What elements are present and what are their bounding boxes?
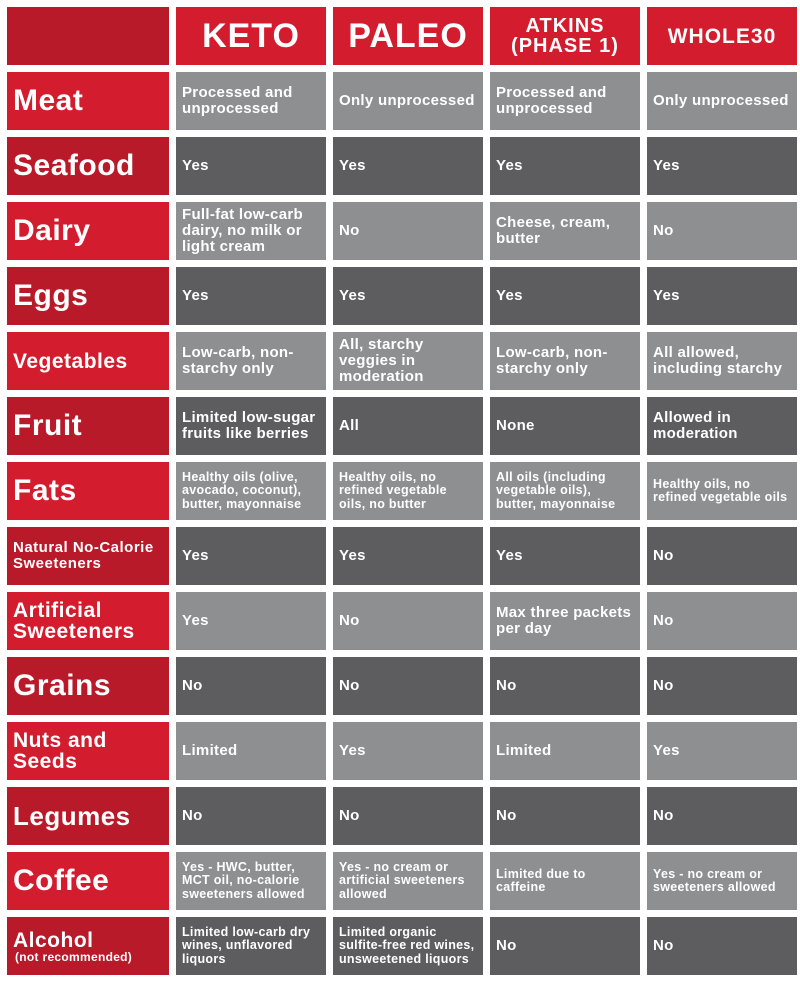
row-header-sublabel: (not recommended) xyxy=(15,949,133,964)
cell-atkins: No xyxy=(490,657,640,715)
cell-keto: Healthy oils (olive, avocado, coconut), butter, mayonnaise xyxy=(176,462,326,520)
cell-whole30: No xyxy=(647,917,797,975)
cell-paleo: No xyxy=(333,592,483,650)
cell-keto: No xyxy=(176,657,326,715)
cell-keto: Processed and unprocessed xyxy=(176,72,326,130)
row-header-dairy: Dairy xyxy=(7,202,169,260)
cell-paleo: No xyxy=(333,202,483,260)
column-header-atkins-line1: ATKINS xyxy=(525,15,605,37)
row-header-natural-no-calorie-sweeteners: Natural No-Calorie Sweeteners xyxy=(7,527,169,585)
cell-keto: Limited low-carb dry wines, unflavored liquors xyxy=(176,917,326,975)
row-header-seafood: Seafood xyxy=(7,137,169,195)
cell-whole30: Only unprocessed xyxy=(647,72,797,130)
cell-whole30: No xyxy=(647,202,797,260)
cell-keto: Yes xyxy=(176,592,326,650)
cell-keto: Yes xyxy=(176,137,326,195)
row-header-label: Alcohol xyxy=(13,928,94,952)
cell-atkins: Yes xyxy=(490,137,640,195)
cell-paleo: All, starchy veggies in moderation xyxy=(333,332,483,390)
cell-paleo: Yes - no cream or artificial sweeteners allowed xyxy=(333,852,483,910)
cell-atkins: Yes xyxy=(490,267,640,325)
cell-keto: Limited xyxy=(176,722,326,780)
cell-atkins: Processed and unprocessed xyxy=(490,72,640,130)
cell-whole30: Yes xyxy=(647,722,797,780)
column-header-paleo: PALEO xyxy=(333,7,483,65)
cell-atkins: Low-carb, non-starchy only xyxy=(490,332,640,390)
cell-whole30: No xyxy=(647,527,797,585)
cell-whole30: Healthy oils, no refined vegetable oils xyxy=(647,462,797,520)
cell-atkins: Max three packets per day xyxy=(490,592,640,650)
cell-keto: Low-carb, non-starchy only xyxy=(176,332,326,390)
column-header-atkins-line2: (PHASE 1) xyxy=(511,35,619,57)
row-header-vegetables: Vegetables xyxy=(7,332,169,390)
column-header-whole30: WHOLE30 xyxy=(647,7,797,65)
cell-atkins: Limited xyxy=(490,722,640,780)
cell-paleo: Yes xyxy=(333,527,483,585)
cell-paleo: No xyxy=(333,787,483,845)
cell-paleo: Yes xyxy=(333,267,483,325)
cell-whole30: Allowed in moderation xyxy=(647,397,797,455)
row-header-meat: Meat xyxy=(7,72,169,130)
cell-whole30: No xyxy=(647,657,797,715)
cell-paleo: Only unprocessed xyxy=(333,72,483,130)
cell-keto: Limited low-sugar fruits like berries xyxy=(176,397,326,455)
row-header-nuts-and-seeds: Nuts and Seeds xyxy=(7,722,169,780)
cell-keto: Full-fat low-carb dairy, no milk or light cream xyxy=(176,202,326,260)
cell-keto: Yes xyxy=(176,527,326,585)
cell-keto: Yes - HWC, butter, MCT oil, no-calorie sweeteners allowed xyxy=(176,852,326,910)
cell-atkins: Yes xyxy=(490,527,640,585)
cell-atkins: None xyxy=(490,397,640,455)
cell-atkins: No xyxy=(490,917,640,975)
cell-atkins: No xyxy=(490,787,640,845)
cell-whole30: Yes xyxy=(647,267,797,325)
cell-atkins: Limited due to caffeine xyxy=(490,852,640,910)
row-header-artificial-sweeteners: Artificial Sweeteners xyxy=(7,592,169,650)
cell-whole30: Yes xyxy=(647,137,797,195)
row-header-legumes: Legumes xyxy=(7,787,169,845)
cell-keto: No xyxy=(176,787,326,845)
cell-whole30: All allowed, including starchy xyxy=(647,332,797,390)
row-header-eggs: Eggs xyxy=(7,267,169,325)
cell-paleo: All xyxy=(333,397,483,455)
row-header-coffee: Coffee xyxy=(7,852,169,910)
cell-keto: Yes xyxy=(176,267,326,325)
column-header-keto: KETO xyxy=(176,7,326,65)
row-header-fats: Fats xyxy=(7,462,169,520)
row-header-stack xyxy=(13,930,132,963)
cell-atkins: All oils (including vegetable oils), butter, mayonnaise xyxy=(490,462,640,520)
row-header-fruit: Fruit xyxy=(7,397,169,455)
cell-whole30: Yes - no cream or sweeteners allowed xyxy=(647,852,797,910)
column-header-atkins xyxy=(490,7,640,65)
cell-paleo: Yes xyxy=(333,722,483,780)
cell-whole30: No xyxy=(647,787,797,845)
row-header-grains: Grains xyxy=(7,657,169,715)
cell-atkins: Cheese, cream, butter xyxy=(490,202,640,260)
cell-paleo: Yes xyxy=(333,137,483,195)
cell-paleo: Limited organic sulfite-free red wines, unsweetened liquors xyxy=(333,917,483,975)
table-corner xyxy=(7,7,169,65)
cell-paleo: No xyxy=(333,657,483,715)
row-header-alcohol xyxy=(7,917,169,975)
cell-paleo: Healthy oils, no refined vegetable oils, no butter xyxy=(333,462,483,520)
cell-whole30: No xyxy=(647,592,797,650)
